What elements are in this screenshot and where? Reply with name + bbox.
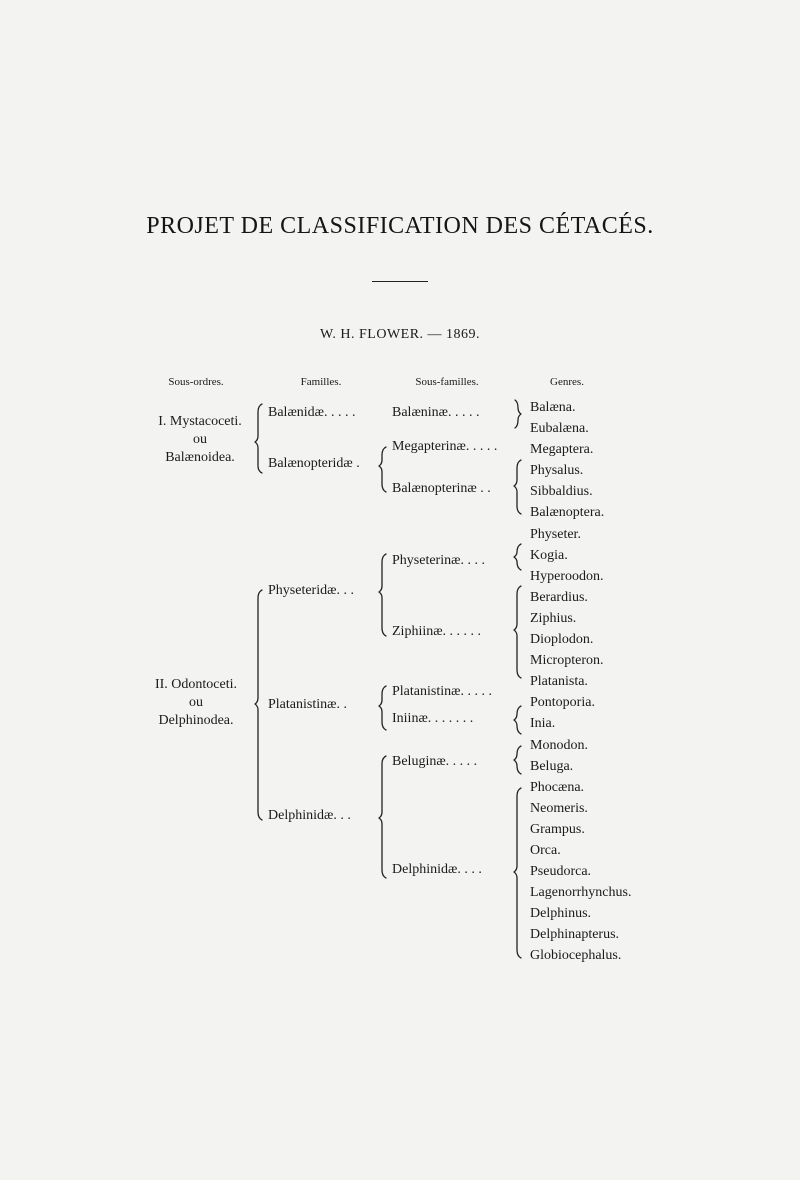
- brace-odontoceti: [255, 590, 262, 820]
- sous-famille-megapterinae: Megapterinæ. . . . .: [392, 439, 498, 454]
- genre-item: Lagenorrhynchus.: [530, 885, 632, 901]
- header-sous-familles: Sous-familles.: [415, 376, 479, 388]
- sous-ordre-1-name: I. Mystacoceti.: [158, 414, 242, 429]
- sous-ordre-2-alt: Delphinodea.: [158, 713, 234, 728]
- author-line: W. H. FLOWER. — 1869.: [319, 327, 481, 342]
- sous-famille-beluginae: Beluginæ. . . . .: [392, 754, 478, 769]
- genre-item: Eubalæna.: [530, 421, 589, 437]
- genre-item: Physeter.: [530, 526, 581, 542]
- genre-item: Globiocephalus.: [530, 948, 622, 964]
- brace-delphinidae-genera: [514, 788, 521, 958]
- genre-item: Beluga.: [530, 758, 574, 774]
- genre-item: Inia.: [530, 716, 556, 732]
- famille-platanistinae: Platanistinæ. .: [268, 697, 347, 712]
- genre-item: Pontoporia.: [530, 695, 595, 711]
- genre-item: Berardius.: [530, 589, 588, 605]
- genre-item: Platanista.: [530, 674, 588, 690]
- famille-balaenidae: Balænidæ. . . . .: [268, 405, 356, 420]
- famille-physeteridae: Physeteridæ. . .: [268, 583, 354, 598]
- brace-ziphiinae-genera: [514, 586, 521, 678]
- genre-item: Megaptera.: [530, 442, 594, 458]
- genre-item: Kogia.: [530, 547, 568, 563]
- genre-item: Dioplodon.: [530, 632, 594, 648]
- brace-balaeninae: [515, 400, 521, 428]
- famille-balaenopteridae: Balænopteridæ .: [268, 456, 360, 471]
- page-title: PROJET DE CLASSIFICATION DES CÉTACÉS.: [146, 213, 654, 239]
- sous-ordre-2-ou: ou: [189, 695, 203, 710]
- brace-physeterinae-genera: [514, 544, 521, 570]
- brace-platanistinae: [379, 686, 386, 730]
- sous-famille-iniinae: Iniinæ. . . . . . .: [392, 711, 474, 726]
- brace-physeteridae: [379, 554, 386, 636]
- header-sous-ordres: Sous-ordres.: [168, 376, 224, 388]
- brace-beluginae-genera: [514, 746, 521, 774]
- genre-item: Neomeris.: [530, 800, 588, 816]
- genre-item: Phocæna.: [530, 779, 585, 795]
- brace-balaenopteridae: [379, 447, 386, 492]
- genre-item: Grampus.: [530, 821, 585, 837]
- sous-famille-balaeninae: Balæninæ. . . . .: [392, 405, 480, 420]
- genre-item: Monodon.: [530, 737, 588, 753]
- genre-item: Physalus.: [530, 463, 584, 479]
- genre-item: Ziphius.: [530, 610, 577, 626]
- sous-famille-delphinidae: Delphinidæ. . . .: [392, 862, 482, 877]
- brace-mystacoceti: [255, 404, 262, 473]
- sous-famille-balaenopterinae: Balænopterinæ . .: [392, 481, 491, 496]
- genre-item: Pseudorca.: [530, 864, 592, 880]
- sous-famille-physeterinae: Physeterinæ. . . .: [392, 553, 485, 568]
- genre-item: Hyperoodon.: [530, 568, 604, 584]
- sous-ordre-1-alt: Balænoidea.: [165, 450, 235, 465]
- genre-item: Orca.: [530, 842, 561, 858]
- header-genres: Genres.: [550, 376, 584, 388]
- genre-item: Delphinus.: [530, 906, 592, 922]
- sous-ordre-1-ou: ou: [193, 432, 207, 447]
- genre-item: Balæna.: [530, 400, 576, 415]
- brace-delphinidae: [379, 756, 386, 878]
- genre-item: Balænoptera.: [530, 505, 605, 521]
- brace-iniinae-genera: [514, 706, 521, 734]
- famille-delphinidae: Delphinidæ. . .: [268, 808, 351, 823]
- genre-item: Sibbaldius.: [530, 484, 593, 500]
- sous-famille-ziphiinae: Ziphiinæ. . . . . .: [392, 624, 482, 639]
- header-familles: Familles.: [300, 376, 342, 388]
- sous-ordre-2-name: II. Odontoceti.: [154, 677, 238, 692]
- genre-item: Delphinapterus.: [530, 927, 620, 943]
- brace-balaenopterinae-genera: [514, 460, 521, 514]
- genre-item: Micropteron.: [530, 653, 604, 669]
- sous-famille-platanistinae: Platanistinæ. . . . .: [392, 684, 492, 699]
